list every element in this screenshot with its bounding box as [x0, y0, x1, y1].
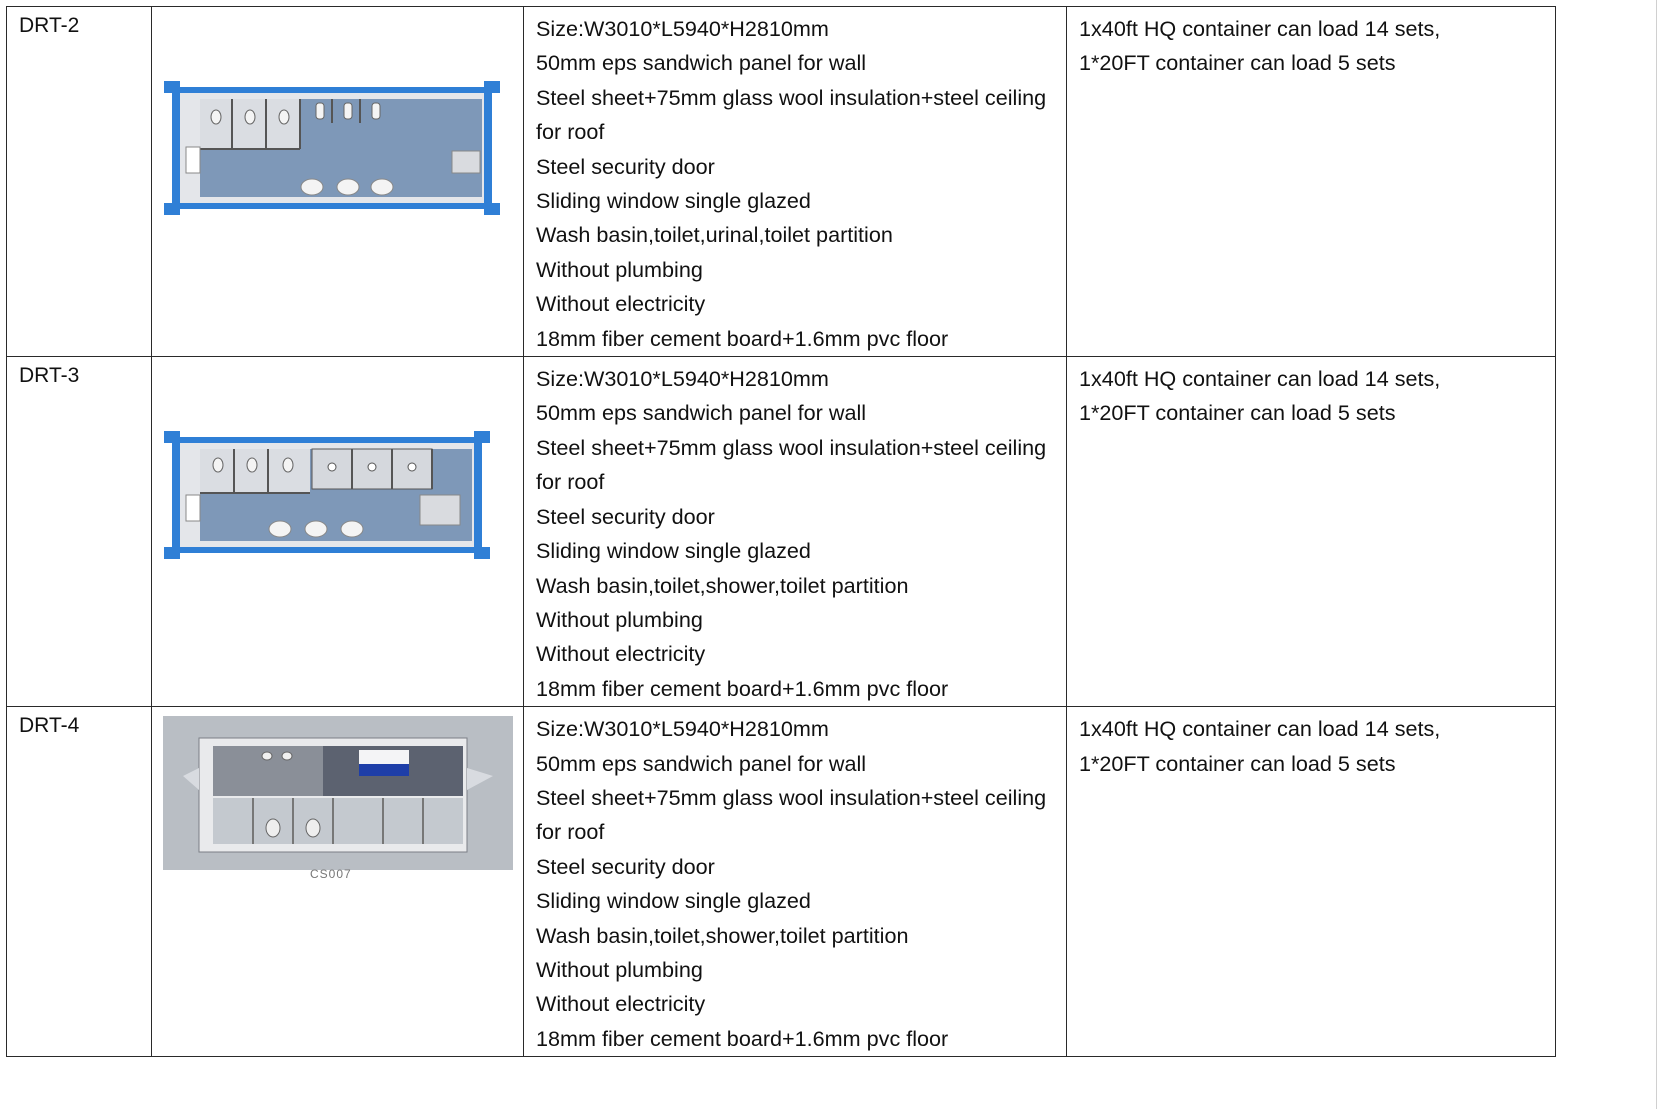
product-spec-table — [6, 6, 1556, 1057]
spec-cell — [524, 7, 1067, 357]
spec-line: 18mm fiber cement board+1.6mm pvc floor — [536, 325, 949, 351]
spec-line: 18mm fiber cement board+1.6mm pvc floor — [536, 1025, 949, 1051]
spec-line: 50mm eps sandwich panel for wall — [536, 400, 867, 426]
image-cell — [152, 357, 524, 707]
loading-line: 1x40ft HQ container can load 14 sets, — [1079, 366, 1441, 392]
spec-line: Steel sheet+75mm glass wool insulation+steel ceiling — [536, 434, 1047, 460]
loading-cell — [1067, 7, 1556, 357]
image-cell — [152, 7, 524, 357]
spec-line: Sliding window single glazed — [536, 188, 811, 214]
loading-line: 1*20FT container can load 5 sets — [1079, 750, 1396, 776]
loading-cell — [1067, 357, 1556, 707]
spec-line: Sliding window single glazed — [536, 888, 811, 914]
spec-line: Without electricity — [536, 991, 706, 1017]
image-caption: CS007 — [310, 867, 352, 882]
table-row — [7, 7, 1556, 357]
spec-line: 50mm eps sandwich panel for wall — [536, 50, 867, 76]
spec-line: Without plumbing — [536, 606, 703, 632]
image-cell — [152, 707, 524, 1057]
spec-line: Steel security door — [536, 503, 715, 529]
model-name: DRT-4 — [19, 714, 80, 738]
spec-line: Without plumbing — [536, 956, 703, 982]
table-row — [7, 357, 1556, 707]
spec-line: for roof — [536, 819, 605, 845]
model-cell — [7, 707, 152, 1057]
spec-line: 18mm fiber cement board+1.6mm pvc floor — [536, 675, 949, 701]
spec-line: Wash basin,toilet,urinal,toilet partition — [536, 222, 893, 248]
spec-line: for roof — [536, 119, 605, 145]
toilet-container-3d-render-icon — [163, 716, 513, 870]
spec-line: Steel sheet+75mm glass wool insulation+steel ceiling — [536, 84, 1047, 110]
spec-line: for roof — [536, 469, 605, 495]
model-name: DRT-3 — [19, 364, 80, 388]
spec-cell — [524, 357, 1067, 707]
spec-line: Without electricity — [536, 291, 706, 317]
model-cell — [7, 357, 152, 707]
spec-line: Size:W3010*L5940*H2810mm — [536, 16, 829, 41]
loading-line: 1*20FT container can load 5 sets — [1079, 400, 1396, 426]
loading-line: 1x40ft HQ container can load 14 sets, — [1079, 16, 1441, 41]
spec-line: 50mm eps sandwich panel for wall — [536, 750, 867, 776]
spec-line: Without plumbing — [536, 256, 703, 282]
spec-line: Wash basin,toilet,shower,toilet partition — [536, 572, 909, 598]
toilet-container-floor-plan-urinal-icon — [164, 81, 500, 215]
loading-cell — [1067, 707, 1556, 1057]
spec-line: Sliding window single glazed — [536, 538, 811, 564]
spec-line: Wash basin,toilet,shower,toilet partition — [536, 922, 909, 948]
toilet-container-floor-plan-shower-icon — [164, 431, 490, 559]
page-edge-rule — [1656, 0, 1657, 1109]
spec-cell — [524, 707, 1067, 1057]
model-cell — [7, 7, 152, 357]
spec-line: Steel security door — [536, 853, 715, 879]
model-name: DRT-2 — [19, 14, 80, 37]
loading-line: 1x40ft HQ container can load 14 sets, — [1079, 716, 1441, 742]
spec-line: Steel security door — [536, 153, 715, 179]
spec-line: Steel sheet+75mm glass wool insulation+steel ceiling — [536, 784, 1047, 810]
spec-line: Without electricity — [536, 641, 706, 667]
table-row — [7, 707, 1556, 1057]
spec-line: Size:W3010*L5940*H2810mm — [536, 366, 829, 392]
loading-line: 1*20FT container can load 5 sets — [1079, 50, 1396, 76]
spec-line: Size:W3010*L5940*H2810mm — [536, 716, 829, 742]
